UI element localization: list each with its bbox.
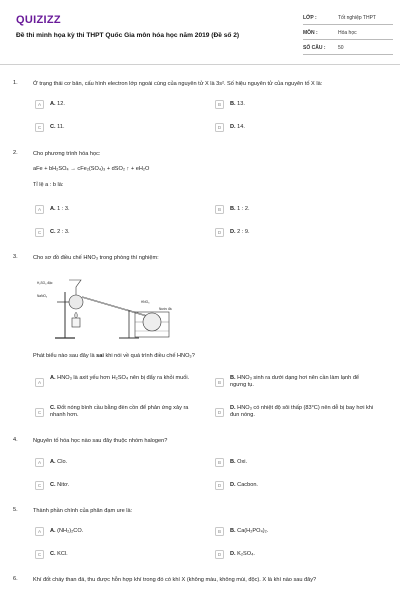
option-letter: C xyxy=(35,550,44,559)
option-text: Đốt nóng bình cầu bằng đèn cồn để phản ứng xảy ra nhanh hơn. xyxy=(50,404,189,418)
meta-underline xyxy=(303,39,393,40)
option-text: Nitơ. xyxy=(57,481,70,488)
question-number: 1. xyxy=(13,80,18,86)
question-number: 5. xyxy=(13,507,18,513)
option-key: D. xyxy=(230,228,236,235)
option-letter: B xyxy=(215,458,224,467)
option-d[interactable] xyxy=(215,227,375,241)
option-text: 1 : 3. xyxy=(57,205,70,212)
option-c[interactable] xyxy=(35,480,195,494)
option-letter: A xyxy=(35,378,44,387)
question-text: Nguyên tố hóa học nào sau đây thuộc nhóm halogen? xyxy=(33,438,168,444)
option-key: B. xyxy=(230,527,236,534)
option-d[interactable] xyxy=(215,122,375,136)
option-key: C. xyxy=(50,123,56,130)
option-text: Ca(H₂PO₄)₂. xyxy=(237,527,269,534)
option-a[interactable] xyxy=(35,457,195,471)
option-text: Clo. xyxy=(57,458,68,465)
option-a[interactable] xyxy=(35,99,195,113)
question-number: 4. xyxy=(13,437,18,443)
option-letter: D xyxy=(215,228,224,237)
option-letter: B xyxy=(215,378,224,387)
meta-underline xyxy=(303,24,393,25)
option-key: B. xyxy=(230,374,236,381)
question-text: Ở trạng thái cơ bản, cấu hình electron lớp ngoài cùng của nguyên tử X là 3s². Số hiệu nguyên tử của nguyên tố X là: xyxy=(33,81,323,87)
meta-row-count xyxy=(303,44,393,55)
option-letter: D xyxy=(215,481,224,490)
option-key: A. xyxy=(50,205,56,212)
option-c[interactable] xyxy=(35,403,195,425)
meta-underline xyxy=(303,54,393,55)
option-key: A. xyxy=(50,527,56,534)
option-key: D. xyxy=(230,123,236,130)
option-key: B. xyxy=(230,100,236,107)
option-c[interactable] xyxy=(35,122,195,136)
option-letter: C xyxy=(35,408,44,417)
question-number: 3. xyxy=(13,254,18,260)
option-key: D. xyxy=(230,550,236,557)
header-divider xyxy=(0,64,400,65)
question-number: 2. xyxy=(13,150,18,156)
option-letter: A xyxy=(35,100,44,109)
worksheet-title: Đề thi minh họa kỳ thi THPT Quốc Gia môn hóa học năm 2019 (Đề số 2) xyxy=(16,32,240,39)
option-key: B. xyxy=(230,205,236,212)
option-letter: A xyxy=(35,205,44,214)
option-a[interactable] xyxy=(35,373,195,395)
chemical-equation: aFe + bH₂SO₄ → cFe₂(SO₄)₃ + dSO₂ ↑ + eH₂O xyxy=(33,166,150,172)
option-letter: D xyxy=(215,408,224,417)
option-text: 2 : 3. xyxy=(57,228,70,235)
option-key: A. xyxy=(50,100,56,107)
question-prompt: Phát biểu nào sau đây là sai khi nói về quá trình điều chế HNO₃? xyxy=(33,353,195,359)
option-text: HNO₃ sinh ra dưới dạng hơi nên cần làm lạnh để ngưng tụ. xyxy=(230,374,360,388)
meta-label: SỐ CÂU : xyxy=(303,45,326,51)
option-b[interactable] xyxy=(215,526,375,540)
option-c[interactable] xyxy=(35,549,195,563)
option-text: KCl. xyxy=(57,550,68,557)
label-reagent: H₂SO₄ đặc xyxy=(37,281,53,285)
option-letter: B xyxy=(215,100,224,109)
option-text: HNO₃ có nhiệt độ sôi thấp (83°C) nên dễ bị bay hơi khi đun nóng. xyxy=(230,404,374,418)
option-letter: A xyxy=(35,527,44,536)
label-salt: NaNO₃ xyxy=(37,294,48,298)
option-text: 12. xyxy=(57,100,65,107)
option-text: 2 : 9. xyxy=(237,228,250,235)
option-letter: D xyxy=(215,123,224,132)
option-letter: C xyxy=(35,481,44,490)
option-letter: B xyxy=(215,527,224,536)
option-key: D. xyxy=(230,404,236,411)
option-text: 11. xyxy=(57,123,65,130)
option-b[interactable] xyxy=(215,204,375,218)
hno3-apparatus-diagram xyxy=(35,272,195,344)
option-b[interactable] xyxy=(215,99,375,113)
option-b[interactable] xyxy=(215,373,375,395)
question-text: Cho phương trình hóa học: xyxy=(33,151,101,157)
option-text: HNO₃ là axit yếu hơn H₂SO₄ nên bị đẩy ra khỏi muối. xyxy=(57,374,190,381)
option-d[interactable] xyxy=(215,403,375,425)
option-key: C. xyxy=(50,481,56,488)
option-key: C. xyxy=(50,404,56,411)
option-text: 14. xyxy=(237,123,245,130)
question-text: Thành phần chính của phân đạm ure là: xyxy=(33,508,133,514)
meta-value: 50 xyxy=(338,45,344,51)
option-key: B. xyxy=(230,458,236,465)
question-text: Khí đốt cháy than đá, thu được hỗn hợp khí trong đó có khí X (không màu, không mùi, độc). X là khí nào sau đây? xyxy=(33,577,317,583)
label-bath: Nước đá xyxy=(159,307,172,311)
quizizz-logo: QUIZIZZ xyxy=(16,14,61,26)
label-product: HNO₃ xyxy=(141,300,150,304)
option-letter: A xyxy=(35,458,44,467)
meta-row-class xyxy=(303,14,393,25)
option-b[interactable] xyxy=(215,457,375,471)
option-text: Oxi. xyxy=(237,458,248,465)
option-text: K₂SO₄. xyxy=(237,550,255,557)
option-key: C. xyxy=(50,228,56,235)
option-key: C. xyxy=(50,550,56,557)
option-letter: C xyxy=(35,123,44,132)
option-text: 13. xyxy=(237,100,245,107)
meta-label: LỚP : xyxy=(303,15,317,21)
option-text: (NH₂)₂CO. xyxy=(57,527,84,534)
option-d[interactable] xyxy=(215,549,375,563)
option-c[interactable] xyxy=(35,227,195,241)
meta-label: MÔN : xyxy=(303,30,318,36)
ratio-prompt: Tỉ lệ a : b là: xyxy=(33,182,64,188)
worksheet-header xyxy=(0,0,400,64)
option-letter: D xyxy=(215,550,224,559)
meta-value: Tốt nghiệp THPT xyxy=(338,15,376,21)
option-key: D. xyxy=(230,481,236,488)
option-a[interactable] xyxy=(35,526,195,540)
option-letter: C xyxy=(35,228,44,237)
option-d[interactable] xyxy=(215,480,375,494)
option-a[interactable] xyxy=(35,204,195,218)
question-number: 6. xyxy=(13,576,18,582)
question-text: Cho sơ đồ điều chế HNO₃ trong phòng thí nghiệm: xyxy=(33,255,159,261)
option-letter: B xyxy=(215,205,224,214)
meta-row-subject xyxy=(303,29,393,40)
option-key: A. xyxy=(50,374,56,381)
meta-value: Hóa học xyxy=(338,30,357,36)
option-key: A. xyxy=(50,458,56,465)
option-text: Cacbon. xyxy=(237,481,258,488)
option-text: 1 : 2. xyxy=(237,205,250,212)
